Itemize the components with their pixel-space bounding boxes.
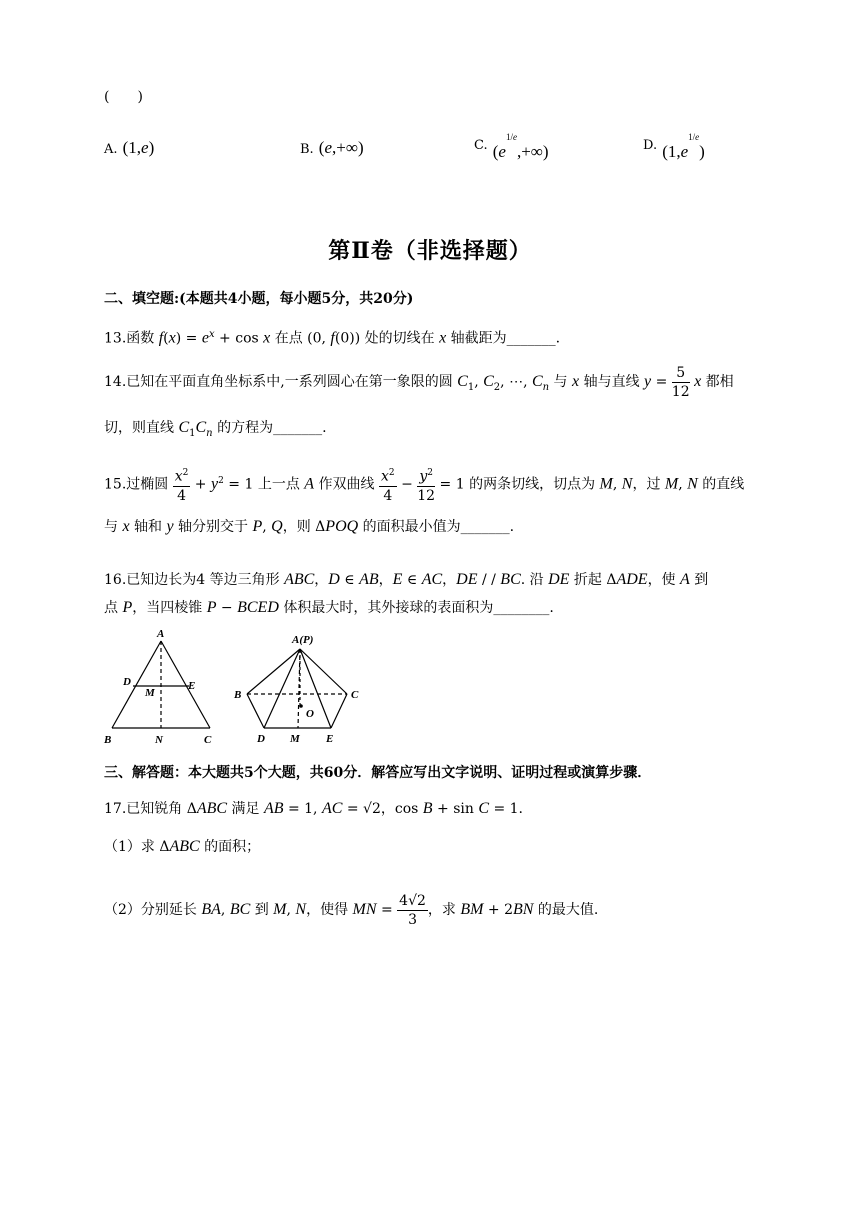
option-c-label: C.	[474, 138, 488, 153]
fill-section-header: 二、填空题:(本题共4小题，每小题5分，共20分)	[104, 291, 414, 307]
option-c	[474, 132, 549, 161]
q15-num: 15.	[104, 476, 127, 493]
option-b-value: (e,+∞)	[318, 138, 364, 157]
fig-left-label-d: D	[123, 676, 131, 688]
fig-right-label-e: E	[326, 733, 334, 745]
fig-right-label-c: C	[351, 689, 359, 701]
question-17-part-2: （2）分别延长 BA, BC 到 M, N，使得 MN = $\frac{4√2}{3}$ ，求 BM + 2BN 的最大值.	[104, 892, 599, 928]
option-a-value: (1,e)	[122, 138, 155, 157]
option-b-label: B.	[300, 142, 314, 157]
fig-left-label-e: E	[188, 680, 196, 692]
fig-right-label-d: D	[257, 733, 265, 745]
fig-left-label-m: M	[145, 687, 155, 699]
fig-right-label-b: B	[234, 689, 242, 701]
fig-left-label-n: N	[155, 734, 163, 746]
question-16: 16.已知边长为4 等边三角形 ABC，D ∈ AB，E ∈ AC，DE / / BC. 沿 DE 折起 ΔADE，使 A 到 点 P，当四棱锥 P − BCED 体积最大时，其外接球的表面积为________.	[104, 571, 709, 616]
fig-left-label-b: B	[104, 734, 112, 746]
q17-num: 17.	[104, 801, 127, 817]
question-13: 13.函数 $f(x) = e^x + \cos x$ 在点 (0, f(0)) 处的切线在 x 轴截距为_______.	[104, 329, 561, 347]
option-d-label: D.	[643, 138, 658, 153]
q14-num: 14.	[104, 374, 127, 390]
option-c-value: $(e^{1/e},+\infty)$	[492, 132, 549, 161]
solve-section-header: 三、解答题：本大题共5个大题，共60分．解答应写出文字说明、证明过程或演算步骤．	[104, 765, 652, 781]
option-a	[104, 138, 154, 158]
fig-right-center-point	[299, 704, 303, 708]
answer-blank: ( )	[104, 89, 143, 105]
q13-num: 13.	[104, 330, 127, 347]
q16-figures	[100, 626, 380, 748]
option-d	[643, 132, 705, 161]
section-title: 第Ⅱ卷（非选择题）	[328, 238, 532, 264]
fig-left-label-a: A	[157, 628, 165, 640]
figure-right-pyramid	[247, 649, 347, 728]
fig-right-label-o: O	[306, 708, 314, 720]
option-b	[300, 138, 364, 158]
fig-left-label-c: C	[204, 734, 212, 746]
question-17: 17.已知锐角 ΔABC 满足 AB = 1, AC = √2，cos B + sin C = 1.	[104, 800, 523, 817]
option-a-label: A.	[104, 142, 118, 157]
fig-right-label-ap: A(P)	[292, 634, 314, 646]
fig-right-label-m: M	[290, 733, 300, 745]
question-17-part-1: （1）求 ΔABC 的面积；	[104, 838, 261, 855]
question-14: 14.已知在平面直角坐标系中,一系列圆心在第一象限的圆 $C_1$, $C_2$, ⋯, $C_n$ 与 x 轴与直线 y = $\frac{5}{12}$ x 都相 切，则直线 $C_1C_n$ 的方程为_______.	[104, 364, 734, 439]
q16-num: 16.	[104, 572, 127, 588]
question-15: 15.过椭圆 $\frac{x^2}{4}$ + $y^2 = 1$ 上一点 A 作双曲线 $\frac{x^2}{4}$ − $\frac{y^2}{12}$ = 1 的两条切线，切点为 M, N，过 M, N 的直线 与 x 轴和 y 轴分别交于 P, Q，则 ΔPOQ 的面积最小值为_______.	[104, 460, 764, 548]
option-d-value: $(1,e^{1/e})$	[662, 132, 705, 161]
